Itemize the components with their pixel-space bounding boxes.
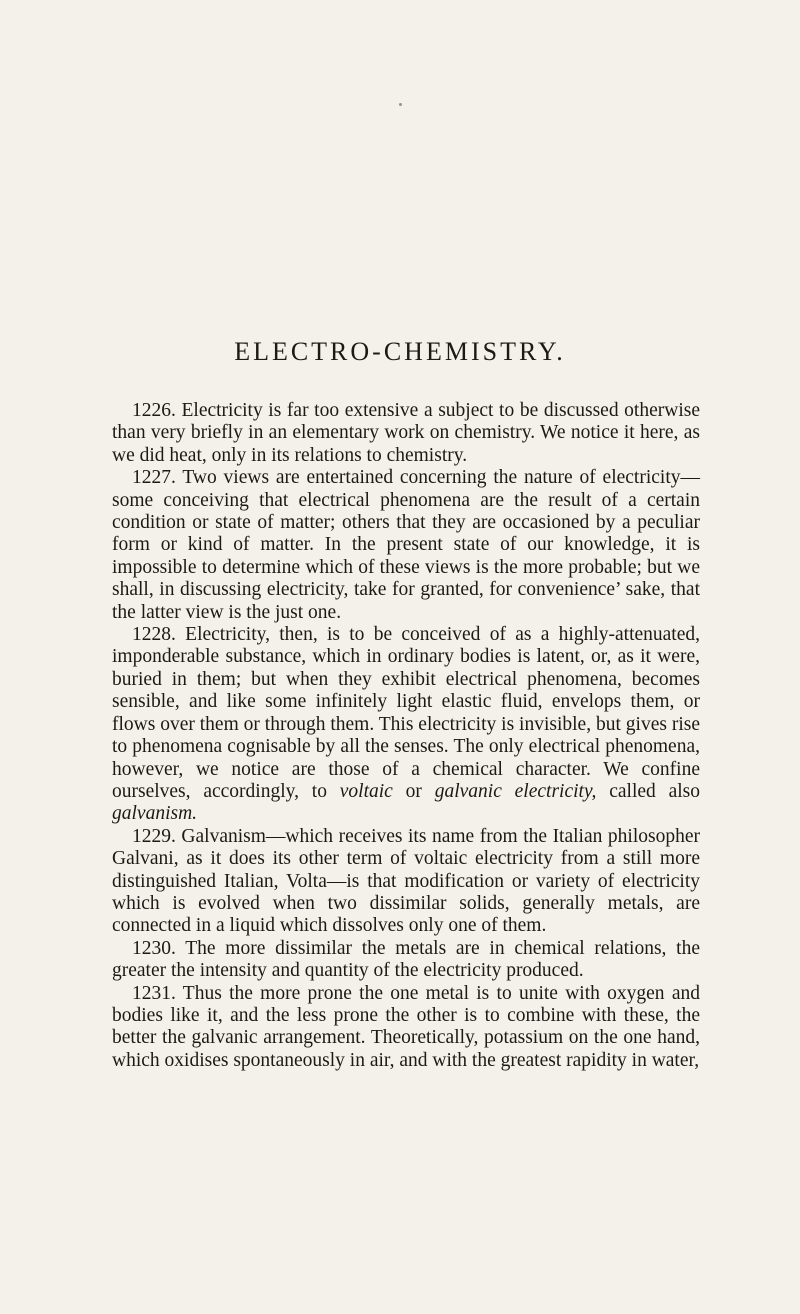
- paragraph-text: Galvanism—which receives its name from the Italian philosopher Galvani, as it does its other term of voltaic electricity from a still more distinguished Italian, Volta—is that modification or variety of electricity which is evolved when two dissimilar solids, generally metals, are connected in a liquid which dissolves only one of them.: [112, 825, 700, 937]
- paragraph-text-connector: or: [392, 780, 435, 802]
- paragraph-1230: [112, 938, 700, 983]
- paragraph-number: 1226.: [132, 400, 176, 421]
- paragraph-number: 1231.: [132, 982, 176, 1004]
- body-text: [112, 400, 700, 1072]
- italic-term-galvanic-electricity: galvanic electricity,: [434, 780, 597, 802]
- paragraph-number: 1227.: [132, 467, 176, 489]
- paper-speck: [399, 103, 402, 106]
- paragraph-text: Thus the more prone the one metal is to unite with oxygen and bodies like it, and the less prone the other is to combine with these, the better the galvanic arrangement. Theoretically, potassium on the one hand, which oxidises spontaneously in air, and with the greatest rapidity in water,: [112, 982, 700, 1071]
- paragraph-text: Electricity is far too extensive a subject to be discussed otherwise than very briefly in an elementary work on chemistry. We notice it here, as we did heat, only in its relations to chemistry.: [112, 400, 700, 466]
- paragraph-1226: [112, 400, 700, 467]
- paragraph-number: 1230.: [132, 937, 176, 959]
- paragraph-number: 1229.: [132, 825, 176, 847]
- italic-term-galvanism: galvanism.: [112, 803, 198, 825]
- paragraph-text: The more dissimilar the metals are in chemical relations, the greater the intensity and quantity of the electricity produced.: [112, 937, 700, 982]
- paragraph-1229: [112, 826, 700, 938]
- paragraph-text: Two views are entertained concerning the nature of electricity—some conceiving that electrical phenomena are the result of a certain condition or state of matter; others that they are occasioned by a peculiar form or kind of matter. In the present state of our knowledge, it is impossible to determine which of these views is the more probable; but we shall, in discussing electricity, take for granted, for convenience’ sake, that the latter view is the just one.: [112, 467, 700, 623]
- paragraph-text: Electricity, then, is to be conceived of as a highly-attenuated, imponderable substance, which in ordinary bodies is latent, or, as it were, buried in them; but when they exhibit electrical phenomena, becomes sensible, and like some infinitely light elastic fluid, envelops them, or flows over them or through them. This electricity is invisible, but gives rise to phenomena cognisable by all the senses. The only electrical phenomena, however, we notice are those of a chemical character. We confine ourselves, accordingly, to: [112, 624, 700, 802]
- paragraph-number: 1228.: [132, 624, 176, 646]
- paragraph-1227: [112, 467, 700, 624]
- paragraph-text-tail: called also: [596, 780, 700, 802]
- chapter-title: ELECTRO-CHEMISTRY.: [234, 337, 566, 366]
- paragraph-1228: [112, 624, 700, 826]
- italic-term-voltaic: voltaic: [339, 780, 393, 802]
- paragraph-1231: [112, 983, 700, 1073]
